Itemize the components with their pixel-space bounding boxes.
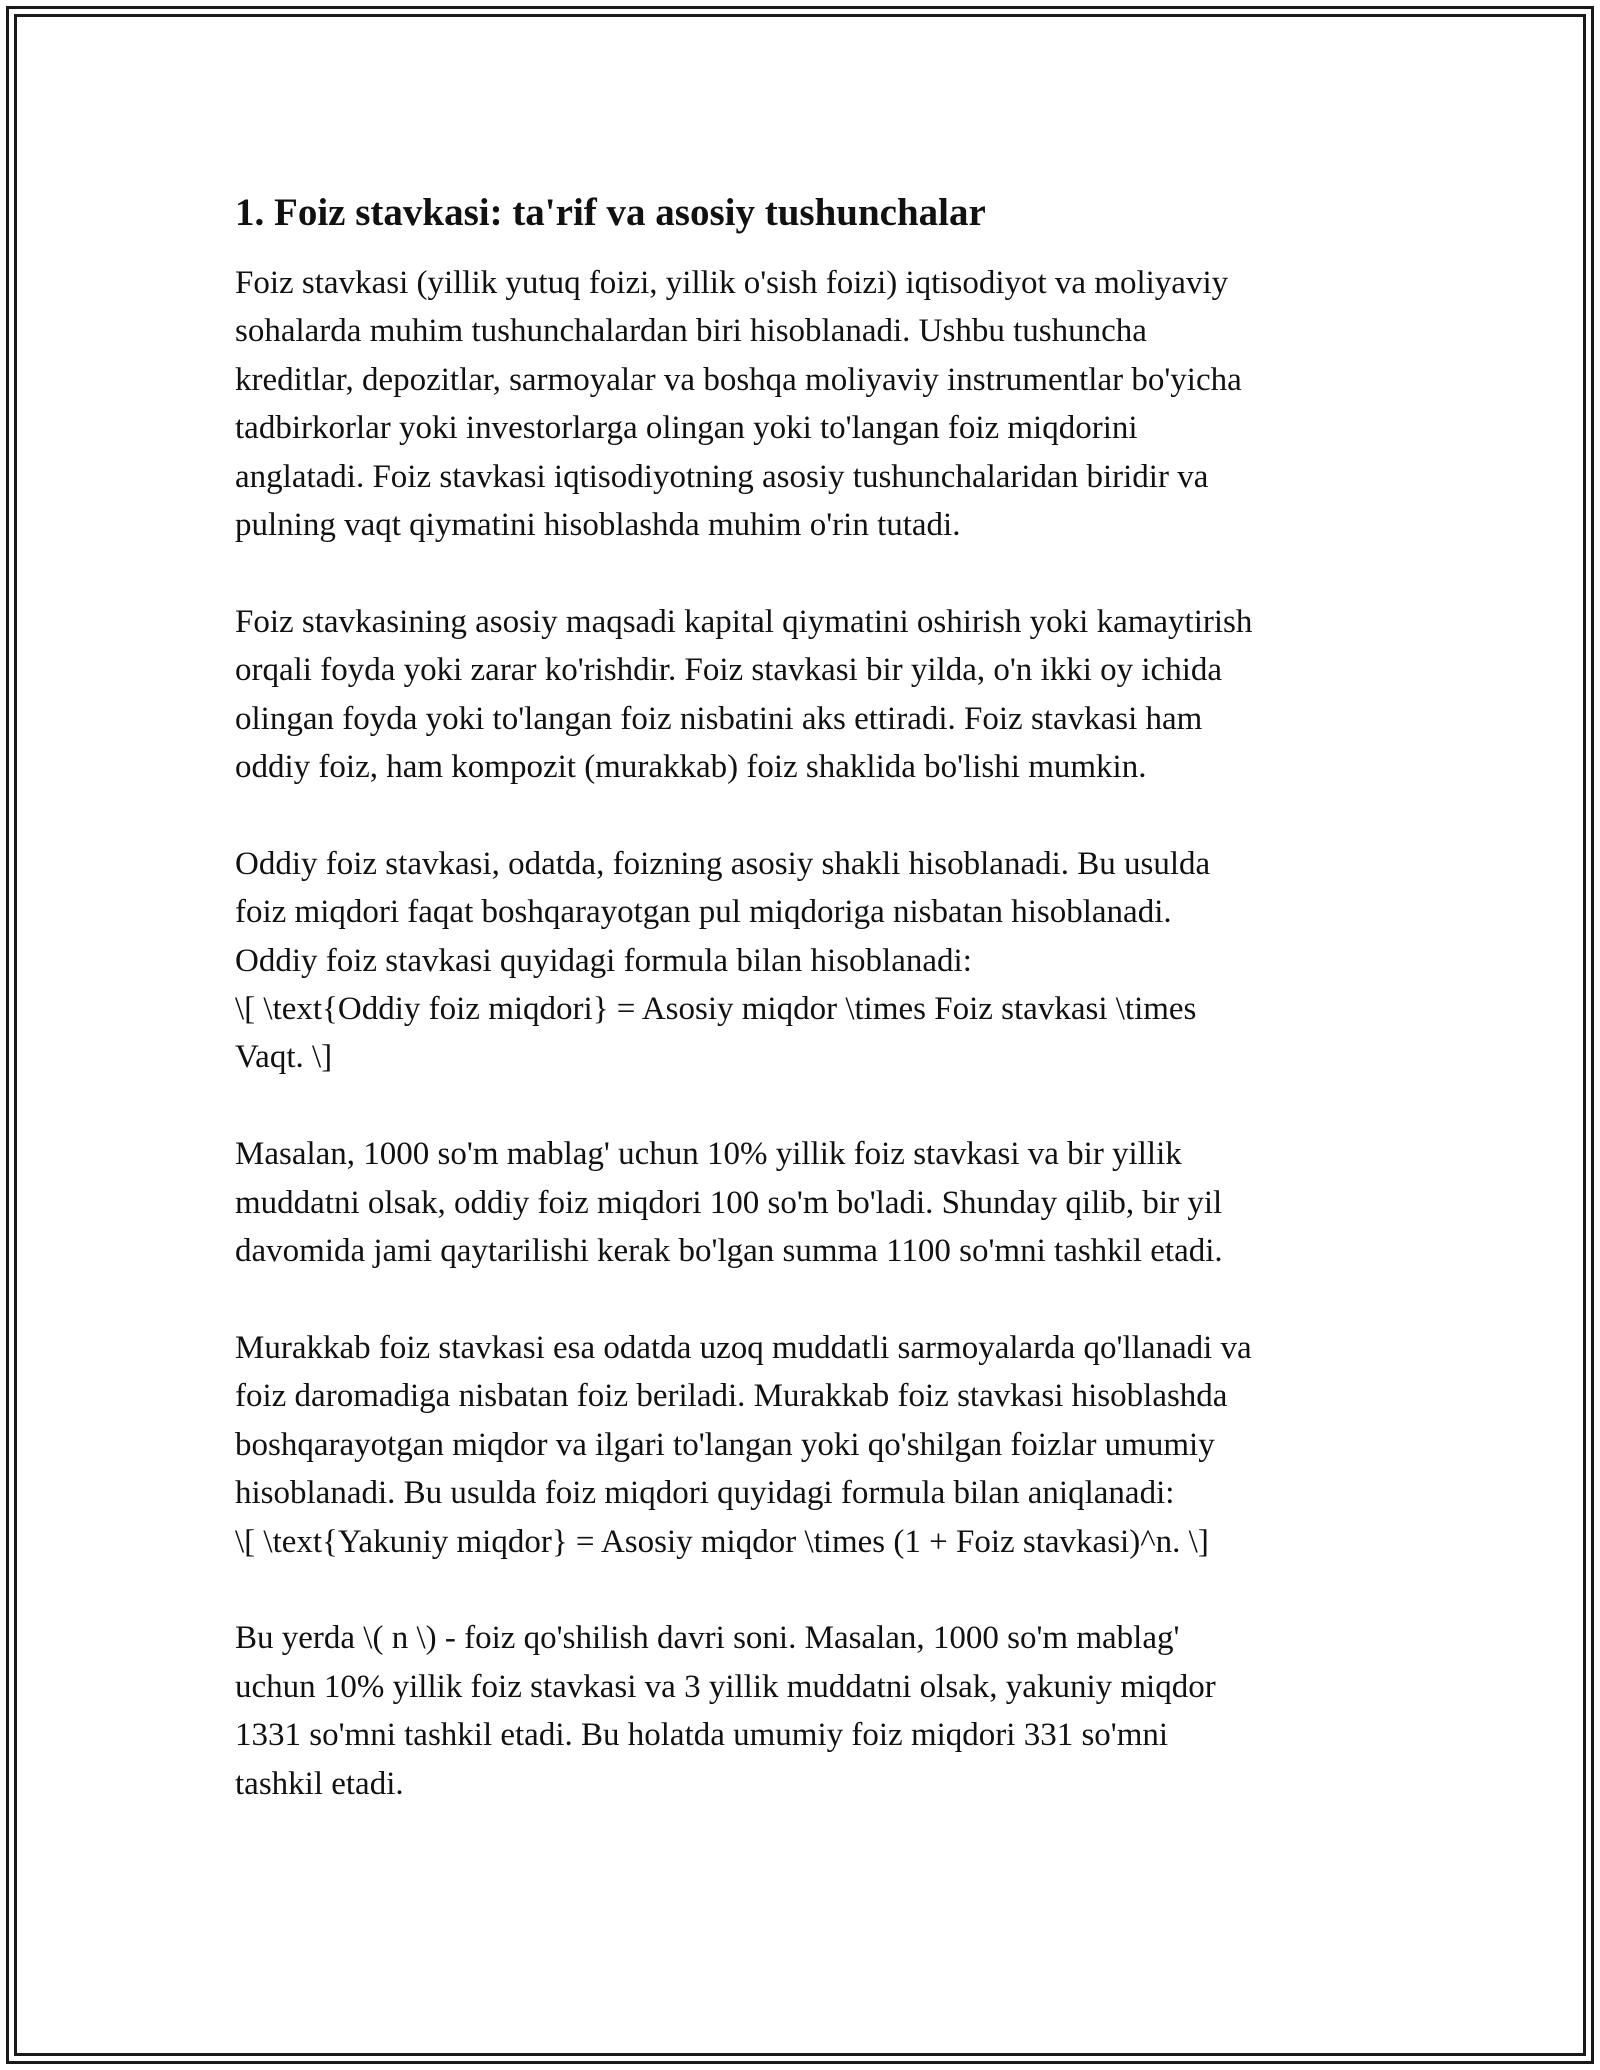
text-line: hisoblanadi. Bu usulda foiz miqdori quyidagi formula bilan aniqlanadi: xyxy=(235,1475,1175,1512)
text-line: orqali foyda yoki zarar ko'rishdir. Foiz stavkasi bir yilda, o'n ikki oy ichida xyxy=(235,652,1223,689)
section-title: 1. Foiz stavkasi: ta'rif va asosiy tushunchalar xyxy=(235,191,986,234)
text-line: tashkil etadi. xyxy=(235,1765,404,1802)
text-line: sohalarda muhim tushunchalardan biri hisoblanadi. Ushbu tushuncha xyxy=(235,313,1147,350)
text-line: 1331 so'mni tashkil etadi. Bu holatda umumiy foiz miqdori 331 so'mni xyxy=(235,1717,1169,1754)
text-line: tadbirkorlar yoki investorlarga olingan yoki to'langan foiz miqdorini xyxy=(235,410,1138,447)
text-line: Foiz stavkasi (yillik yutuq foizi, yillik o'sish foizi) iqtisodiyot va moliyaviy xyxy=(235,265,1229,301)
text-line: uchun 10% yillik foiz stavkasi va 3 yillik muddatni olsak, yakuniy miqdor xyxy=(235,1668,1216,1705)
paragraph-purpose xyxy=(235,598,1385,792)
text-line: foiz miqdori faqat boshqarayotgan pul miqdoriga nisbatan hisoblanadi. xyxy=(235,894,1172,931)
paragraph-compound-example xyxy=(235,1614,1385,1808)
text-line: oddiy foiz, ham kompozit (murakkab) foiz shaklida bo'lishi mumkin. xyxy=(235,749,1147,786)
paragraph-definition xyxy=(235,259,1385,549)
paragraph-simple-interest xyxy=(235,840,1385,1082)
text-line: boshqarayotgan miqdor va ilgari to'langan yoki qo'shilgan foizlar umumiy xyxy=(235,1426,1215,1463)
formula-line: Vaqt. \] xyxy=(235,1039,333,1076)
text-line: kreditlar, depozitlar, sarmoyalar va boshqa moliyaviy instrumentlar bo'yicha xyxy=(235,361,1242,398)
formula-line: \[ \text{Oddiy foiz miqdori} = Asosiy miqdor \times Foiz stavkasi \times xyxy=(235,991,1197,1028)
paragraph-compound-interest xyxy=(235,1324,1385,1566)
text-line: Foiz stavkasining asosiy maqsadi kapital qiymatini oshirish yoki kamaytirish xyxy=(235,603,1253,640)
paragraph-simple-example xyxy=(235,1130,1385,1275)
text-line: Bu yerda \( n \) - foiz qo'shilish davri soni. Masalan, 1000 so'm mablag' xyxy=(235,1620,1180,1657)
text-line: foiz daromadiga nisbatan foiz beriladi. Murakkab foiz stavkasi hisoblashda xyxy=(235,1378,1228,1415)
text-line: anglatadi. Foiz stavkasi iqtisodiyotning asosiy tushunchalaridan biridir va xyxy=(235,458,1209,495)
text-line: davomida jami qaytarilishi kerak bo'lgan summa 1100 so'mni tashkil etadi. xyxy=(235,1233,1223,1270)
text-line: Masalan, 1000 so'm mablag' uchun 10% yillik foiz stavkasi va bir yillik xyxy=(235,1136,1182,1173)
formula-line: \[ \text{Yakuniy miqdor} = Asosiy miqdor \times (1 + Foiz stavkasi)^n. \] xyxy=(235,1523,1209,1560)
document-body xyxy=(235,188,1385,1856)
text-line: Oddiy foiz stavkasi quyidagi formula bilan hisoblanadi: xyxy=(235,942,972,979)
text-line: olingan foyda yoki to'langan foiz nisbatini aks ettiradi. Foiz stavkasi ham xyxy=(235,700,1203,737)
text-line: pulning vaqt qiymatini hisoblashda muhim o'rin tutadi. xyxy=(235,507,961,544)
text-line: muddatni olsak, oddiy foiz miqdori 100 so'm bo'ladi. Shunday qilib, bir yil xyxy=(235,1184,1223,1221)
text-line: Murakkab foiz stavkasi esa odatda uzoq muddatli sarmoyalarda qo'llanadi va xyxy=(235,1329,1252,1366)
text-line: Oddiy foiz stavkasi, odatda, foizning asosiy shakli hisoblanadi. Bu usulda xyxy=(235,845,1211,882)
